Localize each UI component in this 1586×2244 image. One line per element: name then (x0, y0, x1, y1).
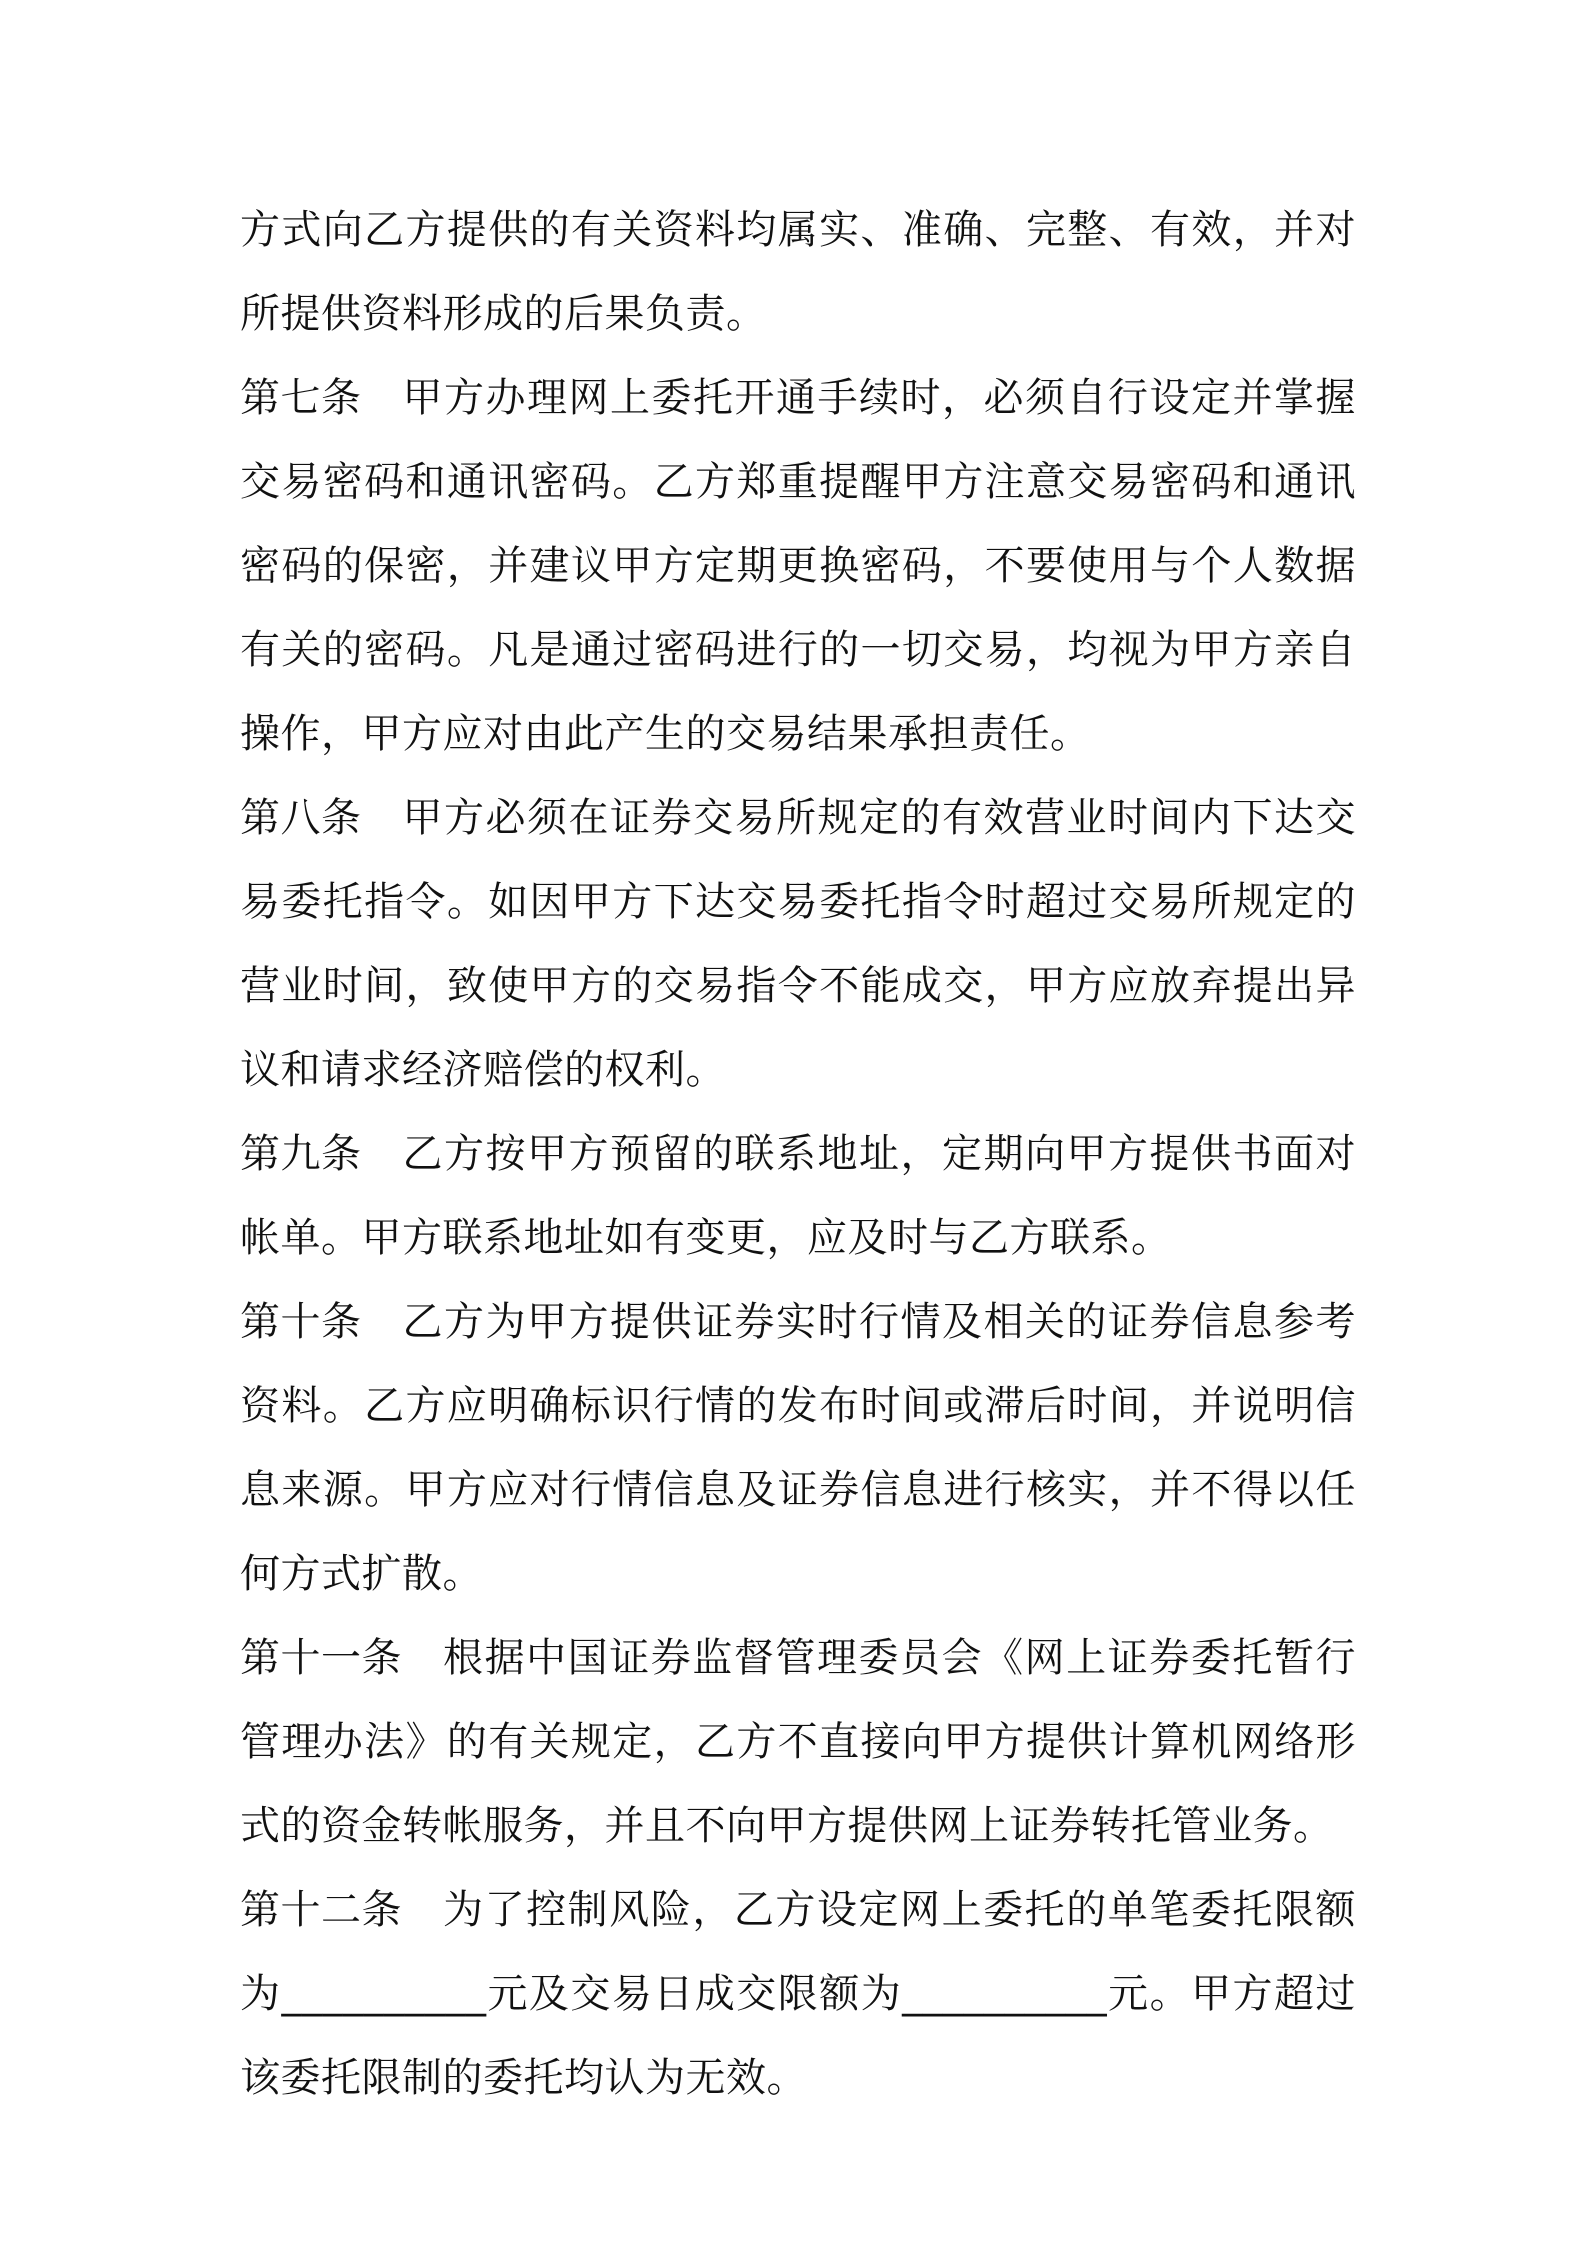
article-12 (240, 1868, 1356, 2120)
paragraph-text: 甲方必须在证券交易所规定的有效营业时间内下达交易委托指令。如因甲方下达交易委托指令时超过交易所规定的营业时间，致使甲方的交易指令不能成交，甲方应放弃提出异议和请求经济赔偿的权利。 (240, 795, 1356, 1093)
document-body (240, 188, 1356, 2120)
article-number: 第八条 (240, 795, 362, 841)
article-7 (240, 356, 1356, 776)
paragraph-text: 根据中国证券监督管理委员会《网上证券委托暂行管理办法》的有关规定，乙方不直接向甲方提供计算机网络形式的资金转帐服务，并且不向甲方提供网上证券转托管业务。 (240, 1635, 1356, 1849)
article-number: 第九条 (240, 1131, 362, 1177)
article-number: 第十条 (240, 1299, 362, 1345)
article-number: 第十一条 (240, 1635, 402, 1681)
article-8 (240, 776, 1356, 1112)
article-number: 第十二条 (240, 1887, 402, 1933)
article-9 (240, 1112, 1356, 1280)
article-number: 第七条 (240, 375, 362, 421)
paragraph-text: 方式向乙方提供的有关资料均属实、准确、完整、有效，并对所提供资料形成的后果负责。 (240, 207, 1356, 337)
paragraph-text: 乙方按甲方预留的联系地址，定期向甲方提供书面对帐单。甲方联系地址如有变更，应及时与乙方联系。 (240, 1131, 1356, 1261)
paragraph-text: 为了控制风险，乙方设定网上委托的单笔委托限额为__________元及交易日成交限额为__________元。甲方超过该委托限制的委托均认为无效。 (240, 1887, 1356, 2101)
paragraph-text: 甲方办理网上委托开通手续时，必须自行设定并掌握交易密码和通讯密码。乙方郑重提醒甲方注意交易密码和通讯密码的保密，并建议甲方定期更换密码，不要使用与个人数据有关的密码。凡是通过密码进行的一切交易，均视为甲方亲自操作，甲方应对由此产生的交易结果承担责任。 (240, 375, 1356, 757)
article-11 (240, 1616, 1356, 1868)
paragraph-continuation (240, 188, 1356, 356)
article-10 (240, 1280, 1356, 1616)
paragraph-text: 乙方为甲方提供证券实时行情及相关的证券信息参考资料。乙方应明确标识行情的发布时间或滞后时间，并说明信息来源。甲方应对行情信息及证券信息进行核实，并不得以任何方式扩散。 (240, 1299, 1356, 1597)
